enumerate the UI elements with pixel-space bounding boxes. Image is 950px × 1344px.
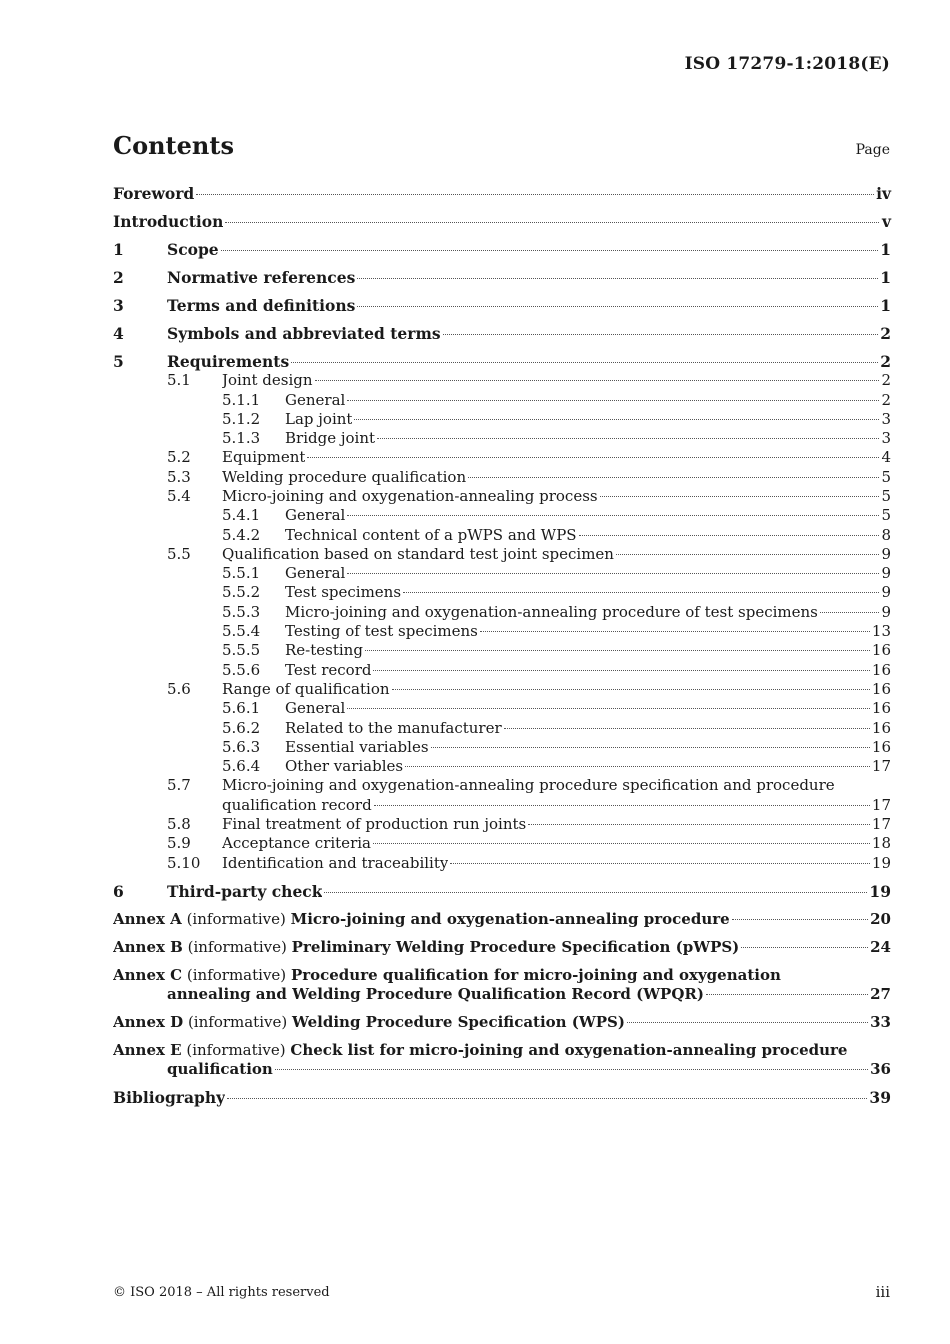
annex-label: Annex A (113, 909, 182, 928)
toc-title: Terms and definitions (167, 295, 356, 315)
toc-entry-5-5[interactable] (113, 545, 891, 564)
toc-entry-annex-e-line2[interactable] (113, 1060, 891, 1079)
toc-page: 2 (880, 351, 891, 371)
toc-title: Introduction (113, 211, 224, 231)
leader-dots (373, 843, 870, 844)
annex-label: Annex D (113, 1012, 184, 1031)
leader-dots (227, 1098, 867, 1099)
toc-number: 5.4.2 (222, 525, 261, 544)
toc-title: Micro-joining and oxygenation-annealing process (222, 486, 598, 505)
toc-page: 2 (881, 390, 891, 409)
toc-title: Third-party check (167, 881, 323, 901)
toc-page: 2 (881, 371, 891, 390)
toc-title: Other variables (285, 757, 404, 776)
toc-title: Technical content of a pWPS and WPS (285, 525, 577, 544)
toc-entry-bibliography[interactable] (113, 1088, 891, 1107)
toc-entry-annex-c-line2[interactable] (113, 985, 891, 1004)
toc-page: 5 (881, 506, 891, 525)
toc-title: Micro-joining and oxygenation-annealing procedure specification and procedure (222, 776, 835, 795)
leader-dots (307, 457, 879, 458)
toc-entry-foreword[interactable] (113, 184, 891, 203)
annex-type: (informative) (186, 965, 287, 984)
toc-title: qualification (167, 1060, 273, 1079)
toc-number: 5.10 (167, 853, 201, 872)
toc-page: 9 (881, 583, 891, 602)
toc-page: v (881, 211, 891, 231)
toc-title: Re-testing (285, 641, 363, 660)
toc-page: 17 (871, 757, 891, 776)
toc-number: 4 (113, 323, 124, 343)
toc-page: 19 (871, 853, 891, 872)
toc-title: Identification and traceability (222, 853, 449, 872)
toc-page: iv (876, 184, 891, 203)
leader-dots (450, 863, 870, 864)
leader-dots (357, 306, 878, 307)
toc-entry-5-1-3[interactable] (113, 429, 891, 448)
toc-entry-5-4-2[interactable] (113, 526, 891, 545)
toc-title: Requirements (167, 351, 290, 371)
toc-entry-5-5-3[interactable] (113, 603, 891, 622)
toc-page: 16 (871, 699, 891, 718)
leader-dots (373, 670, 869, 671)
leader-dots (324, 892, 867, 893)
toc-title: Range of qualification (222, 679, 390, 698)
toc-entry-5-10[interactable] (113, 854, 891, 873)
toc-title: Micro-joining and oxygenation-annealing procedure of test specimens (285, 602, 818, 621)
toc-title: General (285, 564, 346, 583)
toc-number: 5.5.5 (222, 641, 261, 660)
toc-entry-5-6-4[interactable] (113, 757, 891, 776)
toc-page: 39 (869, 1088, 891, 1108)
toc-title: General (285, 506, 346, 525)
leader-dots (600, 496, 879, 497)
leader-dots (468, 477, 879, 478)
leader-dots (315, 380, 879, 381)
leader-dots (357, 278, 878, 279)
toc-entry-5-5-2[interactable] (113, 583, 891, 602)
contents-title: Contents (113, 131, 234, 160)
page-number: iii (875, 1283, 890, 1301)
annex-label: Annex E (113, 1040, 182, 1059)
toc-title: Welding Procedure Specification (WPS) (292, 1012, 625, 1031)
leader-dots (347, 708, 870, 709)
leader-dots (579, 535, 879, 536)
toc-title: Procedure qualification for micro-joining and oxygenation (290, 965, 781, 984)
toc-entry-5-1-1[interactable] (113, 391, 891, 410)
leader-dots (354, 419, 879, 420)
toc-title: Micro-joining and oxygenation-annealing procedure (290, 909, 730, 928)
page-column-label: Page (855, 142, 890, 158)
toc-number: 5.1 (167, 371, 191, 390)
toc-page: 13 (871, 622, 891, 641)
toc-page: 33 (870, 1012, 891, 1031)
leader-dots (405, 766, 870, 767)
toc-number: 5.5.1 (222, 564, 261, 583)
toc-entry-introduction[interactable] (113, 212, 891, 231)
toc-number: 5.6.2 (222, 718, 261, 737)
toc-page: 9 (881, 602, 891, 621)
toc-number: 5.6.4 (222, 757, 261, 776)
toc-page: 17 (871, 795, 891, 814)
toc-entry-5-4[interactable] (113, 487, 891, 506)
leader-dots (403, 592, 879, 593)
table-of-contents (113, 184, 891, 1107)
toc-entry-3[interactable] (113, 296, 891, 315)
toc-entry-5-2[interactable] (113, 448, 891, 467)
toc-number: 3 (113, 295, 124, 315)
toc-entry-5-5-4[interactable] (113, 622, 891, 641)
toc-page: 17 (871, 815, 891, 834)
toc-title: General (285, 699, 346, 718)
toc-entry-5-8[interactable] (113, 815, 891, 834)
toc-page: 16 (871, 660, 891, 679)
leader-dots (504, 728, 870, 729)
leader-dots (291, 362, 878, 363)
toc-number: 5.5.3 (222, 602, 261, 621)
toc-title: Essential variables (285, 737, 429, 756)
annex-type: (informative) (187, 1012, 288, 1031)
toc-title: Related to the manufacturer (285, 718, 502, 737)
leader-dots (616, 554, 879, 555)
toc-number: 5.1.1 (222, 390, 261, 409)
leader-dots (347, 573, 879, 574)
toc-number: 1 (113, 239, 124, 259)
toc-entry-5-5-5[interactable] (113, 641, 891, 660)
toc-entry-5-1[interactable] (113, 371, 891, 390)
toc-title: Preliminary Welding Procedure Specification (pWPS) (291, 937, 740, 956)
toc-entry-5-7-line1[interactable] (113, 776, 891, 795)
leader-dots (347, 515, 879, 516)
toc-page: 16 (871, 737, 891, 756)
toc-number: 5.9 (167, 834, 191, 853)
toc-page: 27 (870, 984, 891, 1003)
document-id: ISO 17279-1:2018(E) (684, 54, 890, 74)
leader-dots (365, 650, 870, 651)
toc-number: 5.4.1 (222, 506, 261, 525)
toc-number: 6 (113, 881, 124, 901)
leader-dots (196, 194, 874, 195)
toc-title: Test record (285, 660, 372, 679)
toc-title: qualification record (222, 795, 372, 814)
toc-number: 5.2 (167, 448, 191, 467)
toc-page: 3 (881, 409, 891, 428)
toc-entry-annex-d[interactable] (113, 1013, 891, 1032)
toc-title: General (285, 390, 346, 409)
leader-dots (374, 805, 870, 806)
toc-number: 5.3 (167, 467, 191, 486)
toc-title: Final treatment of production run joints (222, 815, 527, 834)
toc-entry-2[interactable] (113, 268, 891, 287)
toc-page: 18 (871, 834, 891, 853)
toc-number: 5.1.3 (222, 429, 261, 448)
toc-entry-5-5-6[interactable] (113, 661, 891, 680)
toc-title: Testing of test specimens (285, 622, 478, 641)
toc-title: Test specimens (285, 583, 402, 602)
leader-dots (392, 689, 870, 690)
leader-dots (528, 824, 870, 825)
toc-entry-5-6-3[interactable] (113, 738, 891, 757)
toc-title: Equipment (222, 448, 306, 467)
toc-title: annealing and Welding Procedure Qualification Record (WPQR) (167, 984, 704, 1003)
toc-page: 16 (871, 679, 891, 698)
toc-page: 3 (881, 429, 891, 448)
toc-entry-5-6[interactable] (113, 680, 891, 699)
toc-page: 1 (880, 267, 891, 287)
toc-page: 36 (870, 1060, 891, 1079)
leader-dots (741, 947, 868, 948)
toc-page: 8 (881, 525, 891, 544)
leader-dots (732, 919, 868, 920)
toc-page: 2 (880, 323, 891, 343)
toc-entry-annex-a[interactable] (113, 910, 891, 929)
toc-number: 5.5.6 (222, 660, 261, 679)
toc-page: 5 (881, 467, 891, 486)
toc-page: 4 (881, 448, 891, 467)
toc-title: Joint design (222, 371, 313, 390)
toc-title: Symbols and abbreviated terms (167, 323, 441, 343)
leader-dots (627, 1022, 868, 1023)
leader-dots (706, 994, 868, 995)
toc-title: Scope (167, 239, 219, 259)
leader-dots (377, 438, 879, 439)
copyright-notice: © ISO 2018 – All rights reserved (113, 1285, 330, 1300)
toc-entry-1[interactable] (113, 240, 891, 259)
toc-number: 5.4 (167, 486, 191, 505)
leader-dots (431, 747, 870, 748)
toc-entry-5-1-2[interactable] (113, 410, 891, 429)
toc-title: Lap joint (285, 409, 353, 428)
toc-page: 19 (869, 881, 891, 901)
toc-page: 20 (870, 909, 891, 928)
toc-page: 9 (881, 564, 891, 583)
toc-number: 5.7 (167, 776, 191, 795)
toc-title: Qualification based on standard test joint specimen (222, 544, 614, 563)
toc-number: 5.5 (167, 544, 191, 563)
leader-dots (480, 631, 870, 632)
toc-number: 5.5.4 (222, 622, 261, 641)
toc-title: Check list for micro-joining and oxygenation-annealing procedure (290, 1040, 848, 1059)
toc-number: 2 (113, 267, 124, 287)
toc-entry-annex-b[interactable] (113, 938, 891, 957)
toc-title: Acceptance criteria (222, 834, 371, 853)
leader-dots (443, 334, 879, 335)
toc-number: 5.6.1 (222, 699, 261, 718)
toc-entry-5[interactable] (113, 352, 891, 371)
toc-entry-annex-e-line1[interactable] (113, 1041, 891, 1060)
toc-number: 5.6.3 (222, 737, 261, 756)
toc-entry-6[interactable] (113, 882, 891, 901)
toc-entry-5-9[interactable] (113, 834, 891, 853)
toc-title: Welding procedure qualification (222, 467, 467, 486)
toc-title: Foreword (113, 184, 195, 203)
leader-dots (275, 1069, 868, 1070)
toc-number: 5 (113, 351, 124, 371)
toc-page: 1 (880, 295, 891, 315)
toc-page: 24 (870, 937, 891, 956)
toc-page: 16 (871, 641, 891, 660)
leader-dots (347, 400, 879, 401)
toc-page: 9 (881, 544, 891, 563)
toc-entry-5-6-2[interactable] (113, 719, 891, 738)
toc-title: Bridge joint (285, 429, 376, 448)
toc-entry-5-5-1[interactable] (113, 564, 891, 583)
toc-number: 5.5.2 (222, 583, 261, 602)
leader-dots (221, 250, 879, 251)
toc-entry-5-7-line2[interactable] (113, 796, 891, 815)
leader-dots (225, 222, 879, 223)
leader-dots (820, 612, 879, 613)
toc-page: 16 (871, 718, 891, 737)
toc-title: Bibliography (113, 1088, 226, 1108)
toc-entry-5-6-1[interactable] (113, 699, 891, 718)
toc-entry-5-3[interactable] (113, 468, 891, 487)
annex-type: (informative) (186, 909, 286, 928)
toc-entry-5-4-1[interactable] (113, 506, 891, 525)
toc-page: 1 (880, 239, 891, 259)
annex-type: (informative) (186, 1040, 286, 1059)
annex-label: Annex B (113, 937, 183, 956)
toc-number: 5.1.2 (222, 409, 261, 428)
toc-entry-4[interactable] (113, 324, 891, 343)
toc-page: 5 (881, 486, 891, 505)
annex-type: (informative) (187, 937, 287, 956)
toc-entry-annex-c-line1[interactable] (113, 966, 891, 985)
toc-title: Normative references (167, 267, 356, 287)
toc-number: 5.6 (167, 679, 191, 698)
toc-number: 5.8 (167, 815, 191, 834)
annex-label: Annex C (113, 965, 183, 984)
